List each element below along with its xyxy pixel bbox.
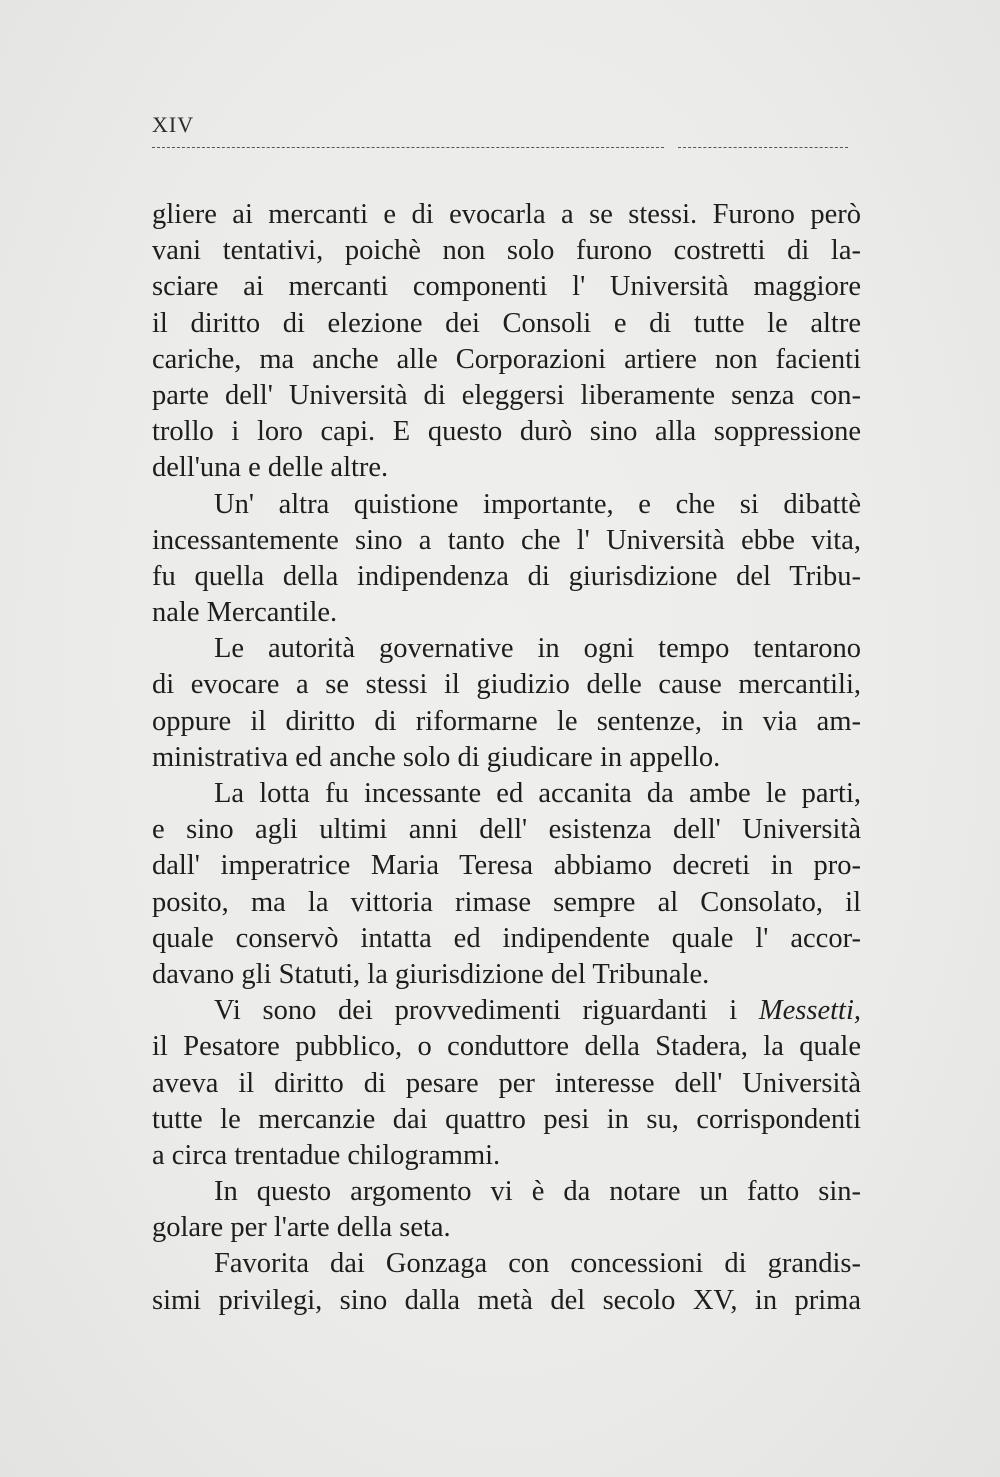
header-rule-left [152,147,664,148]
text-line: La lotta fu incessante ed accanita da ambe le parti, [214,778,861,809]
text-line: posito, ma la vittoria rimase sempre al Consolato, il [152,886,861,918]
body-text [152,197,861,1319]
paragraph [152,487,861,632]
text-line [152,993,861,1029]
text-line: dall' imperatrice Maria Teresa abbiamo decreti in pro- [152,850,861,882]
text-line: il Pesatore pubblico, o conduttore della Stadera, la quale [152,1031,861,1063]
paragraph [152,1246,861,1318]
text-line: oppure il diritto di riformarne le sentenze, in via am- [152,705,861,737]
text-line: nale Mercantile. [152,597,338,629]
text-line: Favorita dai Gonzaga con concessioni di grandis- [214,1248,861,1280]
text-line: simi privilegi, sino dalla metà del secolo XV, in prima [152,1284,861,1316]
text-line: vani tentativi, poichè non solo furono costretti di la- [152,235,861,267]
text-line: incessantemente sino a tanto che l' Università ebbe vita, [152,524,861,556]
text-line: parte dell' Università di eleggersi liberamente senza con- [152,379,861,411]
text-line: gliere ai mercanti e di evocarla a se stessi. Furono però [152,199,861,230]
text-line: e sino agli ultimi anni dell' esistenza dell' Università [152,814,861,846]
text-line: trollo i loro capi. E questo durò sino alla soppressione [152,416,861,448]
text-line: Un' altra quistione importante, e che si dibattè [214,488,861,520]
paragraph [152,776,861,993]
text-line-start: Vi sono dei provvedimenti riguardanti i [214,995,759,1027]
text-line: davano gli Statuti, la giurisdizione del Tribunale. [152,958,710,990]
text-line: golare per l'arte della seta. [152,1212,451,1244]
text-line: il diritto di elezione dei Consoli e di tutte le altre [152,307,861,339]
text-line: quale conservò intatta ed indipendente quale l' accor- [152,922,861,954]
text-line: cariche, ma anche alle Corporazioni artiere non facienti [152,343,861,375]
page-number: XIV [152,112,195,137]
paragraph [152,993,861,1174]
text-line: tutte le mercanzie dai quattro pesi in su, corrispondenti [152,1103,861,1135]
text-line: di evocare a se stessi il giudizio delle cause mercantili, [152,669,861,701]
text-line: ministrativa ed anche solo di giudicare in appello. [152,741,721,773]
italic-term: Messetti, [758,995,861,1027]
text-line: sciare ai mercanti componenti l' Università maggiore [152,271,861,303]
text-line: Le autorità governative in ogni tempo tentarono [214,633,861,665]
paragraph [152,631,861,776]
header-rule-right [678,147,848,148]
paragraph [152,1174,861,1246]
text-line: aveva il diritto di pesare per interesse dell' Università [152,1067,861,1099]
paragraph [152,197,861,487]
text-line: In questo argomento vi è da notare un fatto sin- [214,1176,861,1208]
text-line: a circa trentadue chilogrammi. [152,1139,501,1171]
text-line: fu quella della indipendenza di giurisdizione del Tribu- [152,560,861,592]
text-line: dell'una e delle altre. [152,452,389,484]
